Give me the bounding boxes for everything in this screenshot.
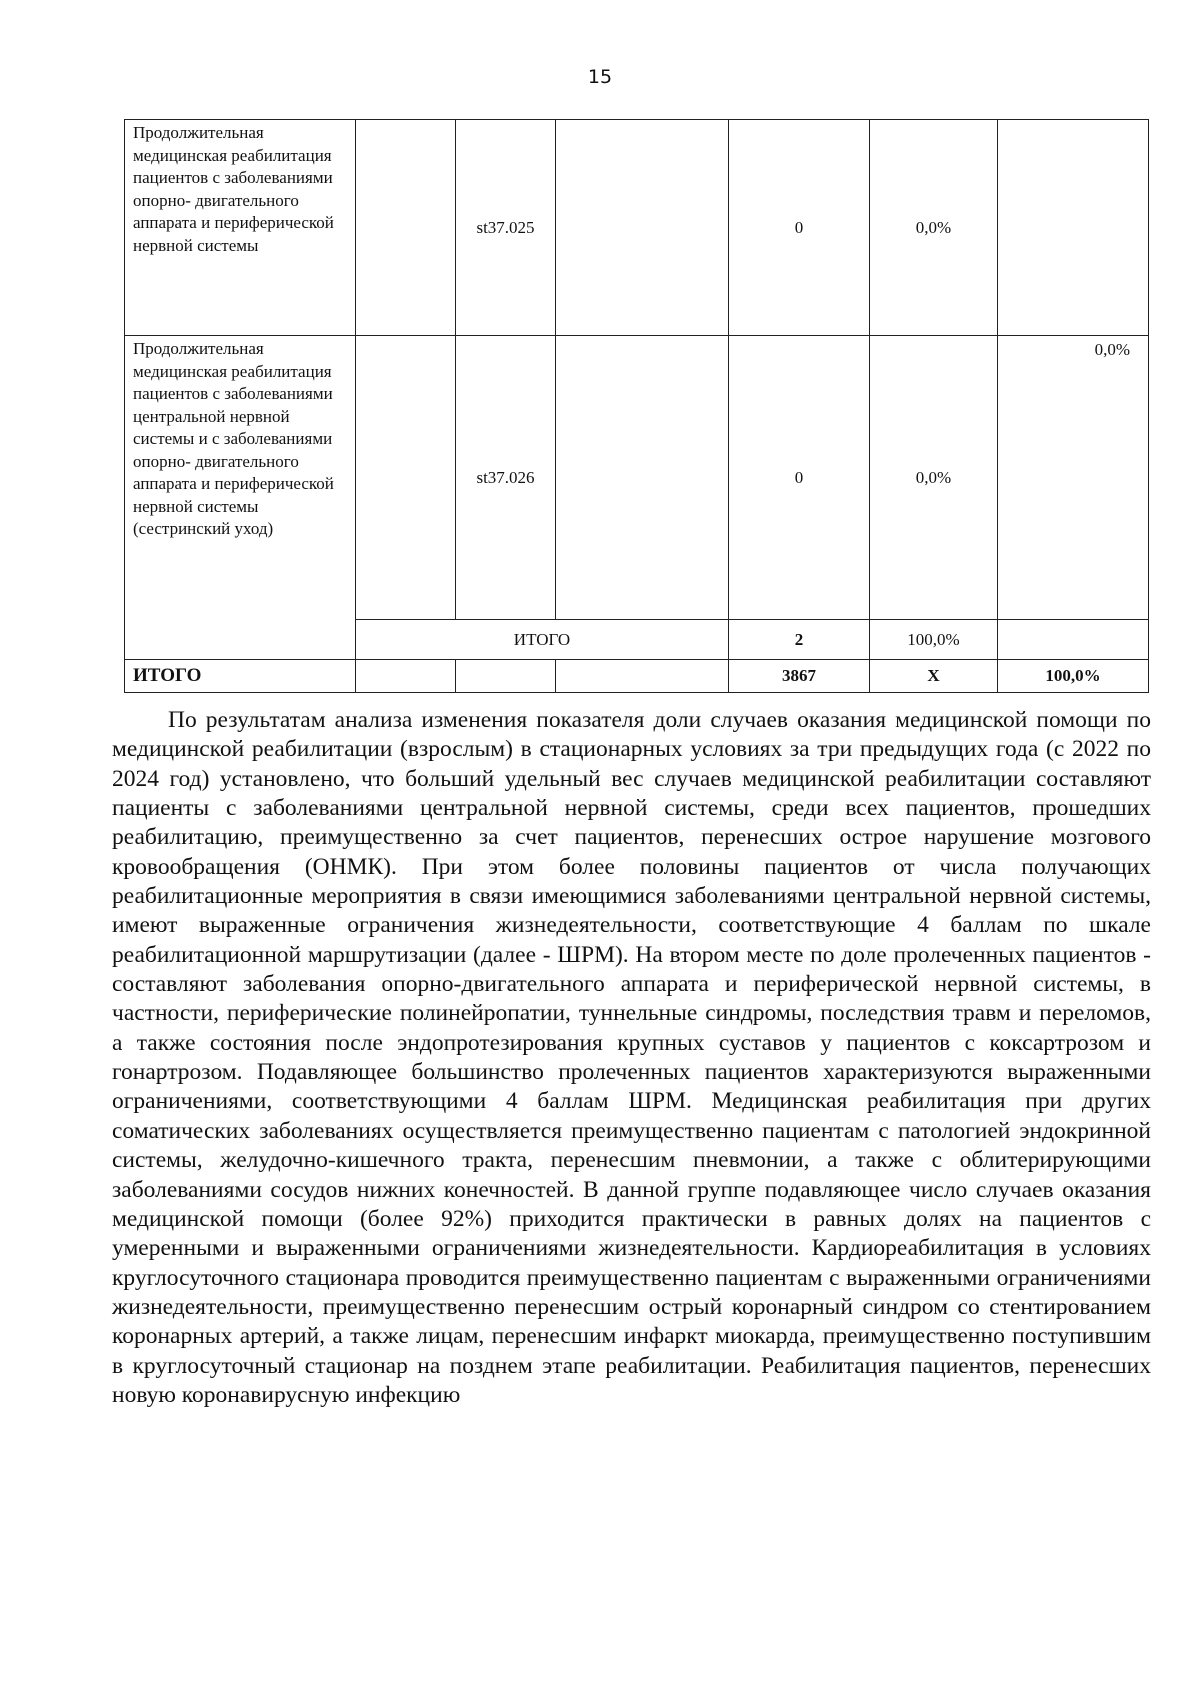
empty-cell xyxy=(556,336,729,620)
code-cell: st37.026 xyxy=(456,336,556,620)
table-row xyxy=(125,336,1149,620)
empty-cell xyxy=(556,120,729,336)
empty-cell xyxy=(456,660,556,693)
empty-cell xyxy=(556,660,729,693)
total-percent: 100,0% xyxy=(998,660,1149,693)
total-row xyxy=(125,660,1149,693)
empty-cell xyxy=(356,336,456,620)
subtotal-share: 100,0% xyxy=(870,620,998,660)
code-cell: st37.025 xyxy=(456,120,556,336)
table-row xyxy=(125,120,1149,336)
rehabilitation-table xyxy=(124,119,1149,693)
count-cell: 0 xyxy=(729,120,870,336)
row-name-cell: Продолжительная медицинская реабилитация пациентов с заболеваниями центральной нервной системы и с заболеваниями опорно- двигательного аппарата и периферической нервной системы (сестринский уход) xyxy=(125,336,356,660)
empty-cell xyxy=(356,120,456,336)
empty-cell xyxy=(356,660,456,693)
subtotal-label: ИТОГО xyxy=(356,620,729,660)
total-count: 3867 xyxy=(729,660,870,693)
count-cell: 0 xyxy=(729,336,870,620)
row-name-cell: Продолжительная медицинская реабилитация пациентов с заболеваниями опорно- двигательного аппарата и периферической нервной системы xyxy=(125,120,356,336)
share-cell: 0,0% xyxy=(870,120,998,336)
page-number: 15 xyxy=(587,66,613,88)
total-label: ИТОГО xyxy=(125,660,356,693)
empty-cell xyxy=(998,120,1149,336)
total-share: X xyxy=(870,660,998,693)
empty-cell xyxy=(998,620,1149,660)
body-paragraph: По результатам анализа изменения показателя доли случаев оказания медицинской помощи по медицинской реабилитации (взрослым) в стационарных условиях за три предыдущих года (с 2022 по 2024 год) установлено, что больший удельный вес случаев медицинской реабилитации составляют пациенты с заболеваниями центральной нервной системы, среди всех пациентов, прошедших реабилитацию, преимущественно за счет пациентов, перенесших острое нарушение мозгового кровообращения (ОНМК). При этом более половины пациентов от числа получающих реабилитационные мероприятия в связи имеющимися заболеваниями центральной нервной системы, имеют выраженные ограничения жизнедеятельности, соответствующие 4 баллам по шкале реабилитационной маршрутизации (далее - ШРМ). На втором месте по доле пролеченных пациентов - составляют заболевания опорно-двигательного аппарата и периферической нервной системы, в частности, периферические полинейропатии, туннельные синдромы, последствия травм и переломов, а также состояния после эндопротезирования крупных суставов у пациентов с коксартрозом и гонартрозом. Подавляющее большинство пролеченных пациентов характеризуются выраженными ограничениями, соответствующими 4 баллам ШРМ. Медицинская реабилитация при других соматических заболеваниях осуществляется преимущественно пациентам с патологией эндокринной системы, желудочно-кишечного тракта, перенесшим пневмонии, а также с облитерирующими заболеваниями сосудов нижних конечностей. В данной группе подавляющее число случаев оказания медицинской помощи (более 92%) приходится практически в равных долях на пациентов с умеренными и выраженными ограничениями жизнедеятельности. Кардиореабилитация в условиях круглосуточного стационара проводится преимущественно пациентам с выраженными ограничениями жизнедеятельности, преимущественно перенесшим острый коронарный синдром со стентированием коронарных артерий, а также лицам, перенесшим инфаркт миокарда, преимущественно поступившим в круглосуточный стационар на позднем этапе реабилитации. Реабилитация пациентов, перенесших новую коронавирусную инфекцию xyxy=(112,707,1151,1408)
share-cell: 0,0% xyxy=(870,336,998,620)
group-share-cell: 0,0% xyxy=(998,336,1149,620)
subtotal-count: 2 xyxy=(729,620,870,660)
